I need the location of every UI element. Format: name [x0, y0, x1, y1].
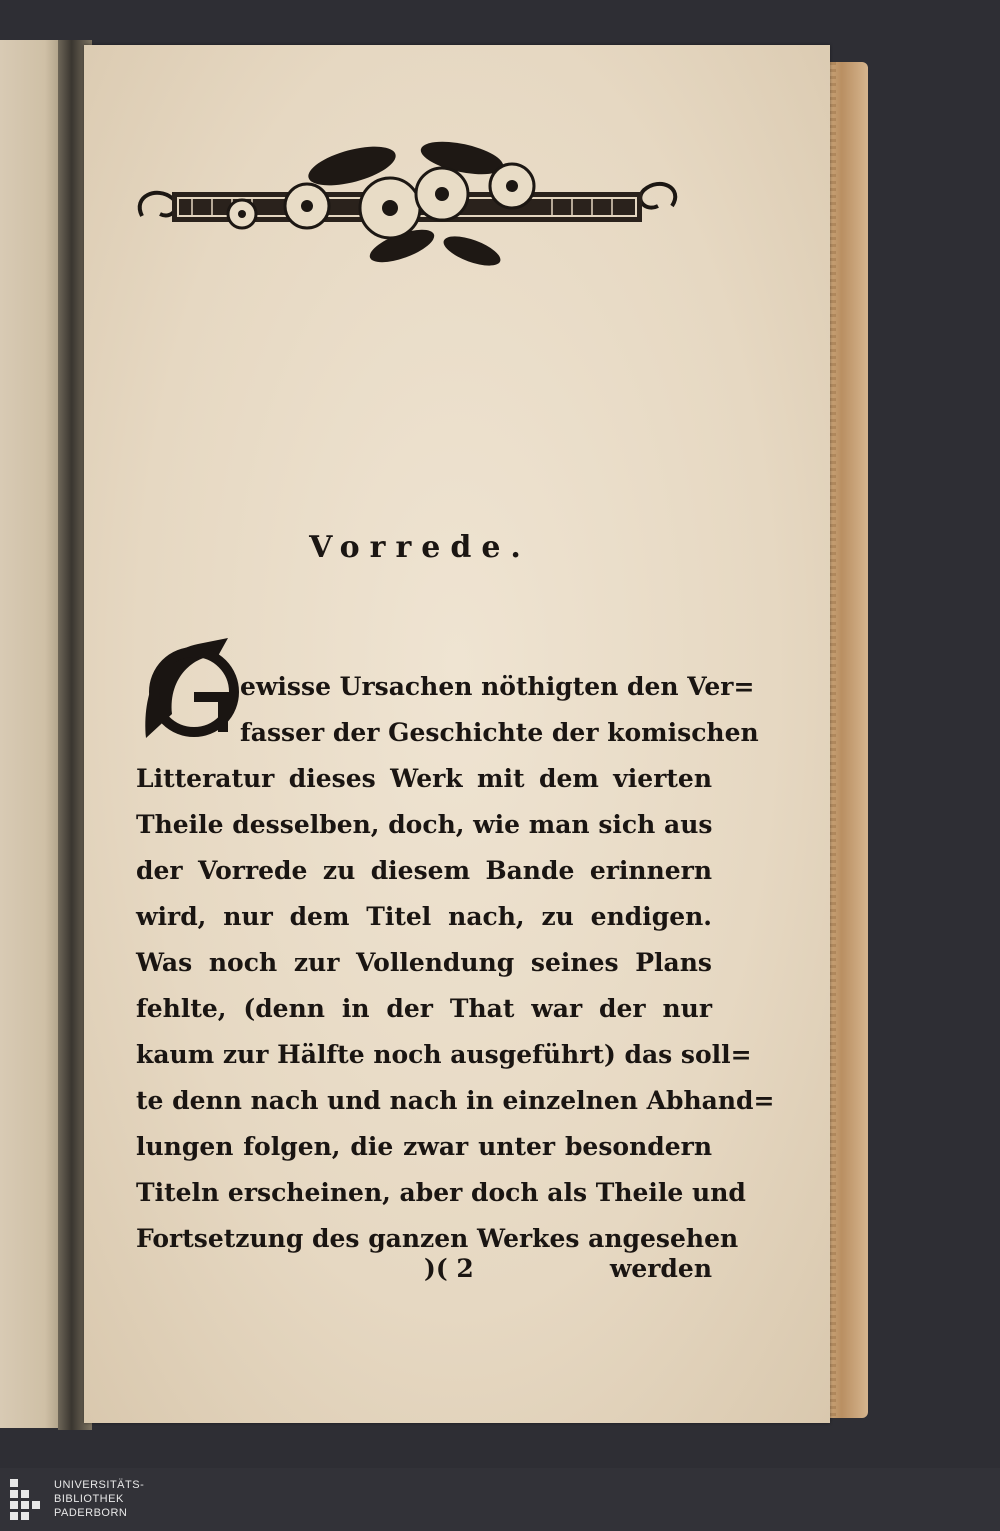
text-line: fehlte, (denn in der That war der nur: [136, 994, 712, 1023]
text-line: Was noch zur Vollendung seines Plans: [136, 948, 712, 977]
library-footer-bar: [0, 1468, 1000, 1531]
page-title: Vorrede.: [309, 530, 531, 565]
text-line: fasser der Geschichte der komischen: [240, 718, 759, 747]
text-line: kaum zur Hälfte noch ausgeführt) das soll=: [136, 1040, 752, 1069]
floral-ornament-headpiece: [132, 136, 682, 276]
library-name-line: BIBLIOTHEK: [54, 1493, 124, 1505]
library-logo-icon: [10, 1479, 46, 1521]
library-name-line: PADERBORN: [54, 1507, 128, 1519]
page-fore-edge: [824, 62, 868, 1418]
text-line: der Vorrede zu diesem Bande erinnern: [136, 856, 712, 885]
text-line: Fortsetzung des ganzen Werkes angesehen: [136, 1224, 739, 1253]
text-line: wird, nur dem Titel nach, zu endigen.: [136, 902, 712, 931]
library-name-line: UNIVERSITÄTS-: [54, 1479, 145, 1491]
text-line: te denn nach und nach in einzelnen Abhand=: [136, 1086, 775, 1115]
text-line: ewisse Ursachen nöthigten den Ver=: [240, 672, 755, 701]
library-name: [54, 1478, 144, 1520]
signature-mark: )( 2: [424, 1254, 474, 1283]
body-text: [136, 664, 775, 1262]
text-line: lungen folgen, die zwar unter besondern: [136, 1132, 712, 1161]
page-footer: [136, 1254, 712, 1294]
text-line: Theile desselben, doch, wie man sich aus: [136, 810, 713, 839]
text-line: Titeln erscheinen, aber doch als Theile und: [136, 1178, 746, 1207]
catchword: werden: [609, 1254, 712, 1283]
left-page-edge: [0, 40, 64, 1428]
text-line: Litteratur dieses Werk mit dem vierten: [136, 764, 712, 793]
